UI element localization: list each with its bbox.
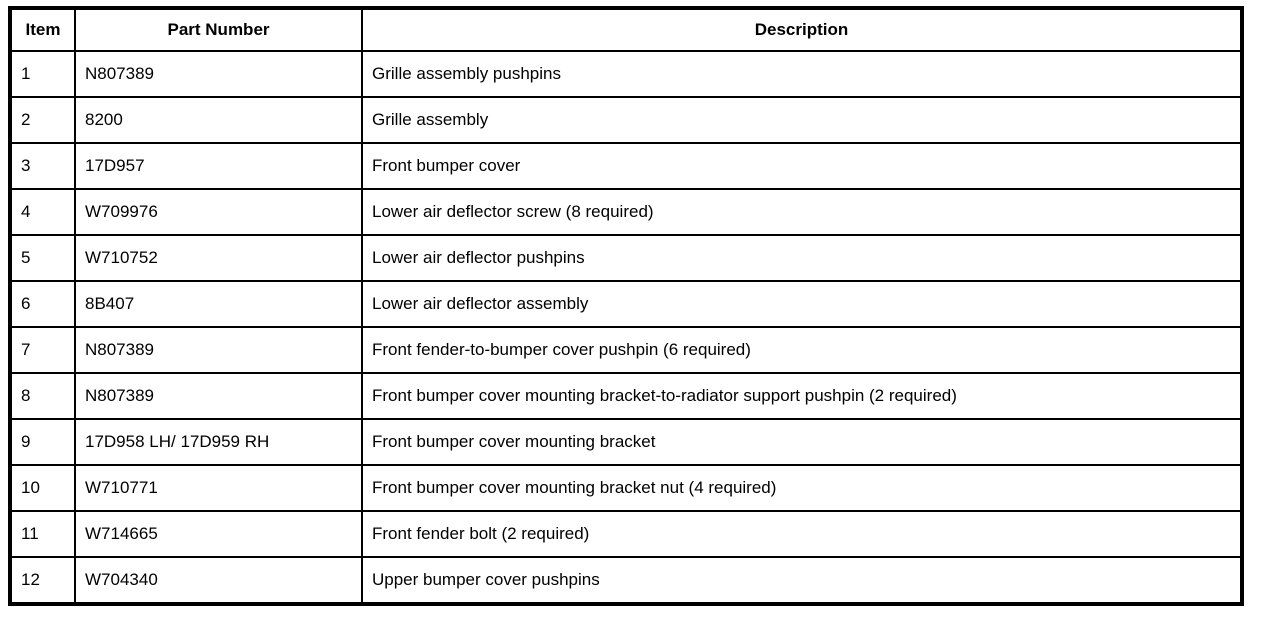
item-cell: 5 — [10, 235, 75, 281]
part-number-cell: W709976 — [75, 189, 362, 235]
table-row — [10, 373, 1242, 419]
item-cell: 6 — [10, 281, 75, 327]
table-row — [10, 327, 1242, 373]
part-number-cell: 17D957 — [75, 143, 362, 189]
part-number-cell: 17D958 LH/ 17D959 RH — [75, 419, 362, 465]
item-cell: 11 — [10, 511, 75, 557]
item-cell: 10 — [10, 465, 75, 511]
item-cell: 1 — [10, 51, 75, 97]
table-row — [10, 557, 1242, 604]
part-number-cell: W714665 — [75, 511, 362, 557]
table-row — [10, 419, 1242, 465]
description-cell: Front fender-to-bumper cover pushpin (6 required) — [362, 327, 1242, 373]
description-cell: Front bumper cover mounting bracket nut (4 required) — [362, 465, 1242, 511]
header-row — [10, 8, 1242, 51]
description-cell: Front bumper cover mounting bracket — [362, 419, 1242, 465]
item-cell: 12 — [10, 557, 75, 604]
item-cell: 2 — [10, 97, 75, 143]
column-header-description: Description — [362, 8, 1242, 51]
description-cell: Front bumper cover mounting bracket-to-radiator support pushpin (2 required) — [362, 373, 1242, 419]
part-number-cell: 8200 — [75, 97, 362, 143]
description-cell: Lower air deflector assembly — [362, 281, 1242, 327]
part-number-cell: W710771 — [75, 465, 362, 511]
description-cell: Grille assembly pushpins — [362, 51, 1242, 97]
part-number-cell: N807389 — [75, 327, 362, 373]
table-row — [10, 281, 1242, 327]
table-row — [10, 235, 1242, 281]
table-row — [10, 143, 1242, 189]
description-cell: Front fender bolt (2 required) — [362, 511, 1242, 557]
column-header-item: Item — [10, 8, 75, 51]
part-number-cell: W704340 — [75, 557, 362, 604]
description-cell: Lower air deflector screw (8 required) — [362, 189, 1242, 235]
table-row — [10, 465, 1242, 511]
description-cell: Grille assembly — [362, 97, 1242, 143]
description-cell: Lower air deflector pushpins — [362, 235, 1242, 281]
item-cell: 7 — [10, 327, 75, 373]
description-cell: Front bumper cover — [362, 143, 1242, 189]
table-row — [10, 189, 1242, 235]
part-number-cell: N807389 — [75, 51, 362, 97]
table-body — [10, 51, 1242, 604]
description-cell: Upper bumper cover pushpins — [362, 557, 1242, 604]
table-header — [10, 8, 1242, 51]
item-cell: 4 — [10, 189, 75, 235]
item-cell: 3 — [10, 143, 75, 189]
part-number-cell: W710752 — [75, 235, 362, 281]
column-header-part-number: Part Number — [75, 8, 362, 51]
table-row — [10, 511, 1242, 557]
item-cell: 8 — [10, 373, 75, 419]
parts-table — [8, 6, 1244, 606]
part-number-cell: 8B407 — [75, 281, 362, 327]
part-number-cell: N807389 — [75, 373, 362, 419]
item-cell: 9 — [10, 419, 75, 465]
table-row — [10, 97, 1242, 143]
table-row — [10, 51, 1242, 97]
